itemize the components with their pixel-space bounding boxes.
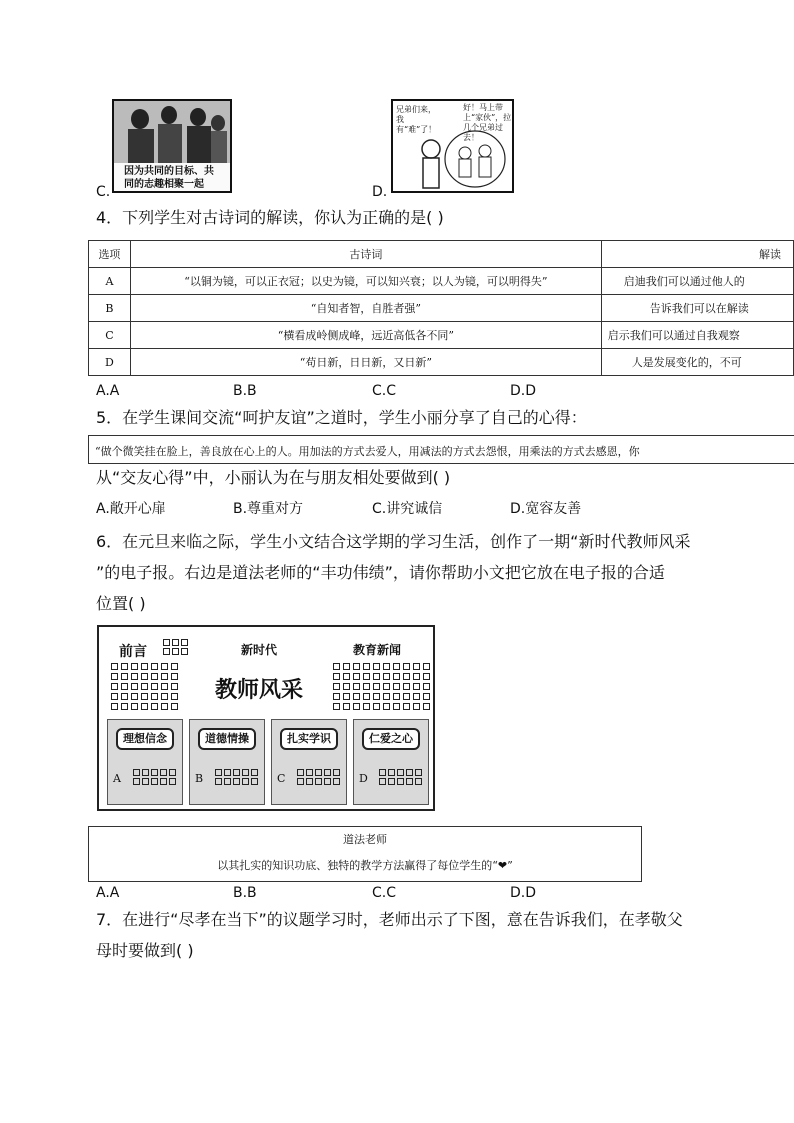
placeholder-square bbox=[161, 663, 168, 670]
placeholder-square bbox=[373, 703, 380, 710]
poem-table bbox=[88, 240, 794, 376]
row-option: B bbox=[89, 295, 131, 322]
placeholder-square bbox=[397, 778, 404, 785]
placeholder-square bbox=[224, 778, 231, 785]
gang-call-illustration bbox=[393, 101, 512, 191]
placeholder-square bbox=[324, 778, 331, 785]
placeholder-square bbox=[403, 703, 410, 710]
panel-d-letter: D bbox=[359, 772, 368, 785]
panel-b[interactable] bbox=[189, 719, 265, 805]
placeholder-square bbox=[121, 693, 128, 700]
placeholder-square bbox=[373, 683, 380, 690]
row-poem: “横看成岭侧成峰，远近高低各不同” bbox=[130, 322, 601, 349]
placeholder-square bbox=[383, 673, 390, 680]
placeholder-square bbox=[393, 673, 400, 680]
placeholder-square bbox=[363, 693, 370, 700]
placeholder-square bbox=[333, 703, 340, 710]
q5-option-d[interactable]: D.宽容友善 bbox=[510, 501, 582, 517]
placeholder-square bbox=[111, 673, 118, 680]
placeholder-square bbox=[423, 703, 430, 710]
placeholder-square bbox=[333, 683, 340, 690]
placeholder-square bbox=[121, 703, 128, 710]
panel-a[interactable] bbox=[107, 719, 183, 805]
placeholder-square bbox=[423, 683, 430, 690]
placeholder-square bbox=[131, 663, 138, 670]
placeholder-square bbox=[343, 703, 350, 710]
row-option: D bbox=[89, 349, 131, 376]
placeholder-square bbox=[406, 778, 413, 785]
placeholder-square bbox=[151, 663, 158, 670]
placeholder-square bbox=[353, 703, 360, 710]
placeholder-square bbox=[172, 648, 179, 655]
teacher-note-body: 以其扎实的知识功底、独特的教学方法赢得了每位学生的“❤” bbox=[217, 859, 513, 872]
placeholder-square bbox=[169, 769, 176, 776]
placeholder-square bbox=[393, 693, 400, 700]
placeholder-square bbox=[379, 778, 386, 785]
placeholder-square bbox=[343, 673, 350, 680]
placeholder-square bbox=[172, 639, 179, 646]
placeholder-square bbox=[142, 778, 149, 785]
placeholder-square bbox=[333, 693, 340, 700]
placeholder-square bbox=[343, 693, 350, 700]
cartoon-d-bubble-right: 好！马上带上“家伙”，拉几个兄弟过去！ bbox=[463, 103, 512, 142]
q5-option-b[interactable]: B.尊重对方 bbox=[233, 501, 304, 517]
placeholder-square bbox=[388, 769, 395, 776]
q4-option-b[interactable]: B.B bbox=[233, 383, 257, 399]
placeholder-square bbox=[171, 703, 178, 710]
placeholder-square bbox=[131, 693, 138, 700]
q5-option-c[interactable]: C.讲究诚信 bbox=[372, 501, 443, 517]
panel-d[interactable] bbox=[353, 719, 429, 805]
q4-stem: 4．下列学生对古诗词的解读，你认为正确的是( ) bbox=[96, 208, 444, 227]
placeholder-square bbox=[406, 769, 413, 776]
people-group-illustration bbox=[114, 101, 230, 163]
placeholder-square bbox=[111, 703, 118, 710]
q6-stem-line1: 6．在元旦来临之际，学生小文结合这学期的学习生活，创作了一期“新时代教师风采 bbox=[96, 532, 691, 551]
placeholder-square bbox=[160, 778, 167, 785]
placeholder-square bbox=[111, 693, 118, 700]
cartoon-c-image bbox=[112, 99, 232, 193]
placeholder-square bbox=[423, 693, 430, 700]
placeholder-square bbox=[383, 693, 390, 700]
cartoon-c-caption-line1: 因为共同的目标、共 bbox=[124, 166, 214, 177]
placeholder-square bbox=[233, 769, 240, 776]
placeholder-square bbox=[181, 639, 188, 646]
table-row bbox=[89, 322, 794, 349]
placeholder-square bbox=[373, 693, 380, 700]
placeholder-square bbox=[141, 673, 148, 680]
table-row bbox=[89, 295, 794, 322]
placeholder-square bbox=[121, 663, 128, 670]
cartoon-d-bubble-left: 兄弟们来，我有“难”了！ bbox=[396, 105, 437, 134]
placeholder-square bbox=[353, 673, 360, 680]
placeholder-square bbox=[151, 693, 158, 700]
placeholder-square bbox=[251, 778, 258, 785]
placeholder-square bbox=[383, 683, 390, 690]
placeholder-square bbox=[224, 769, 231, 776]
panel-a-tag: 理想信念 bbox=[116, 728, 174, 750]
row-option: C bbox=[89, 322, 131, 349]
paper-title: 教师风采 bbox=[215, 678, 304, 703]
placeholder-square bbox=[353, 693, 360, 700]
placeholder-square bbox=[413, 683, 420, 690]
q6-option-d[interactable]: D.D bbox=[510, 885, 537, 901]
placeholder-square bbox=[141, 683, 148, 690]
row-reading: 人是发展变化的，不可 bbox=[601, 349, 793, 376]
paper-news: 教育新闻 bbox=[353, 643, 402, 657]
placeholder-square bbox=[121, 683, 128, 690]
teacher-note-box bbox=[88, 826, 642, 882]
placeholder-square bbox=[413, 663, 420, 670]
placeholder-square bbox=[141, 693, 148, 700]
placeholder-square bbox=[393, 683, 400, 690]
row-poem: “苟日新，日日新，又日新” bbox=[130, 349, 601, 376]
row-reading: 启迪我们可以通过他人的 bbox=[601, 268, 793, 295]
placeholder-square bbox=[141, 663, 148, 670]
placeholder-square bbox=[353, 663, 360, 670]
option-d-label: D. bbox=[372, 184, 388, 200]
placeholder-square bbox=[363, 673, 370, 680]
placeholder-square bbox=[315, 769, 322, 776]
placeholder-square bbox=[383, 663, 390, 670]
placeholder-square bbox=[233, 778, 240, 785]
q5-quote-text: “做个微笑挂在脸上，善良放在心上的人。用加法的方式去爱人，用减法的方式去怨恨，用乘法的方式去感恩，你 bbox=[95, 445, 640, 458]
placeholder-square bbox=[297, 769, 304, 776]
placeholder-square bbox=[161, 703, 168, 710]
q5-followup: 从“交友心得”中，小丽认为在与朋友相处要做到( ) bbox=[96, 468, 451, 487]
placeholder-square bbox=[161, 683, 168, 690]
placeholder-square bbox=[111, 683, 118, 690]
placeholder-square bbox=[111, 663, 118, 670]
placeholder-square bbox=[403, 693, 410, 700]
panel-b-letter: B bbox=[195, 772, 204, 785]
placeholder-square bbox=[131, 673, 138, 680]
row-reading: 启示我们可以通过自我观察 bbox=[601, 322, 793, 349]
panel-d-tag: 仁爱之心 bbox=[362, 728, 420, 750]
q6-option-b[interactable]: B.B bbox=[233, 885, 257, 901]
e-newspaper bbox=[97, 625, 435, 811]
placeholder-square bbox=[242, 769, 249, 776]
placeholder-square bbox=[373, 663, 380, 670]
placeholder-square bbox=[403, 663, 410, 670]
placeholder-square bbox=[251, 769, 258, 776]
placeholder-square bbox=[423, 673, 430, 680]
placeholder-square bbox=[151, 769, 158, 776]
panel-c-letter: C bbox=[277, 772, 286, 785]
placeholder-square bbox=[343, 683, 350, 690]
placeholder-square bbox=[171, 673, 178, 680]
placeholder-square bbox=[333, 663, 340, 670]
placeholder-square bbox=[141, 703, 148, 710]
placeholder-square bbox=[373, 673, 380, 680]
placeholder-square bbox=[333, 673, 340, 680]
panel-b-tag: 道德情操 bbox=[198, 728, 256, 750]
row-option: A bbox=[89, 268, 131, 295]
placeholder-square bbox=[397, 769, 404, 776]
placeholder-square bbox=[415, 778, 422, 785]
q5-quote-box bbox=[88, 435, 794, 464]
placeholder-square bbox=[121, 673, 128, 680]
placeholder-square bbox=[333, 769, 340, 776]
row-poem: “以铜为镜，可以正衣冠；以史为镜，可以知兴衰；以人为镜，可以明得失” bbox=[130, 268, 601, 295]
placeholder-square bbox=[413, 693, 420, 700]
table-header-row bbox=[89, 241, 794, 268]
header-option: 选项 bbox=[89, 241, 131, 268]
q7-stem-line2: 母时要做到( ) bbox=[96, 941, 194, 960]
placeholder-square bbox=[423, 663, 430, 670]
q5-stem: 5．在学生课间交流“呵护友谊”之道时，学生小丽分享了自己的心得： bbox=[96, 408, 587, 427]
header-poem: 古诗词 bbox=[130, 241, 601, 268]
placeholder-square bbox=[333, 778, 340, 785]
placeholder-square bbox=[133, 778, 140, 785]
placeholder-square bbox=[163, 639, 170, 646]
placeholder-square bbox=[343, 663, 350, 670]
placeholder-square bbox=[181, 648, 188, 655]
q4-option-a[interactable]: A.A bbox=[96, 383, 120, 399]
teacher-note-title: 道法老师 bbox=[343, 833, 387, 846]
placeholder-square bbox=[363, 663, 370, 670]
table-row bbox=[89, 268, 794, 295]
placeholder-square bbox=[315, 778, 322, 785]
placeholder-square bbox=[393, 703, 400, 710]
placeholder-square bbox=[131, 683, 138, 690]
placeholder-square bbox=[306, 769, 313, 776]
placeholder-square bbox=[403, 683, 410, 690]
placeholder-square bbox=[215, 769, 222, 776]
row-poem: “自知者智，自胜者强” bbox=[130, 295, 601, 322]
panel-c-tag: 扎实学识 bbox=[280, 728, 338, 750]
cartoon-d-image bbox=[391, 99, 514, 193]
placeholder-square bbox=[161, 673, 168, 680]
paper-era: 新时代 bbox=[241, 643, 278, 657]
placeholder-square bbox=[403, 673, 410, 680]
placeholder-square bbox=[413, 673, 420, 680]
table-row bbox=[89, 349, 794, 376]
cartoon-c-caption-line2: 同的志趣相聚一起 bbox=[124, 179, 204, 190]
placeholder-square bbox=[171, 683, 178, 690]
placeholder-square bbox=[379, 769, 386, 776]
placeholder-square bbox=[393, 663, 400, 670]
placeholder-square bbox=[363, 683, 370, 690]
placeholder-square bbox=[171, 663, 178, 670]
q6-stem-line2: ”的电子报。右边是道法老师的“丰功伟绩”，请你帮助小文把它放在电子报的合适 bbox=[96, 563, 665, 582]
q6-option-c[interactable]: C.C bbox=[372, 885, 397, 901]
paper-preface: 前言 bbox=[119, 644, 147, 660]
placeholder-square bbox=[131, 703, 138, 710]
placeholder-square bbox=[306, 778, 313, 785]
placeholder-square bbox=[160, 769, 167, 776]
q6-stem-line3: 位置( ) bbox=[96, 594, 146, 613]
placeholder-square bbox=[133, 769, 140, 776]
placeholder-square bbox=[151, 703, 158, 710]
placeholder-square bbox=[388, 778, 395, 785]
placeholder-square bbox=[171, 693, 178, 700]
placeholder-square bbox=[383, 703, 390, 710]
placeholder-square bbox=[215, 778, 222, 785]
q6-option-a[interactable]: A.A bbox=[96, 885, 120, 901]
placeholder-square bbox=[161, 693, 168, 700]
q5-option-a[interactable]: A.敞开心扉 bbox=[96, 501, 166, 517]
placeholder-square bbox=[151, 673, 158, 680]
panel-a-letter: A bbox=[113, 772, 121, 785]
q4-option-c[interactable]: C.C bbox=[372, 383, 397, 399]
q7-stem-line1: 7．在进行“尽孝在当下”的议题学习时，老师出示了下图，意在告诉我们，在孝敬父 bbox=[96, 910, 683, 929]
placeholder-square bbox=[415, 769, 422, 776]
placeholder-square bbox=[297, 778, 304, 785]
header-reading: 解读 bbox=[601, 241, 793, 268]
placeholder-square bbox=[353, 683, 360, 690]
panel-c[interactable] bbox=[271, 719, 347, 805]
placeholder-square bbox=[363, 703, 370, 710]
placeholder-square bbox=[413, 703, 420, 710]
q4-option-d[interactable]: D.D bbox=[510, 383, 537, 399]
placeholder-square bbox=[324, 769, 331, 776]
placeholder-square bbox=[169, 778, 176, 785]
row-reading: 告诉我们可以在解读 bbox=[601, 295, 793, 322]
placeholder-square bbox=[151, 683, 158, 690]
placeholder-square bbox=[163, 648, 170, 655]
placeholder-square bbox=[242, 778, 249, 785]
placeholder-square bbox=[151, 778, 158, 785]
placeholder-square bbox=[142, 769, 149, 776]
option-c-label: C. bbox=[96, 184, 111, 200]
